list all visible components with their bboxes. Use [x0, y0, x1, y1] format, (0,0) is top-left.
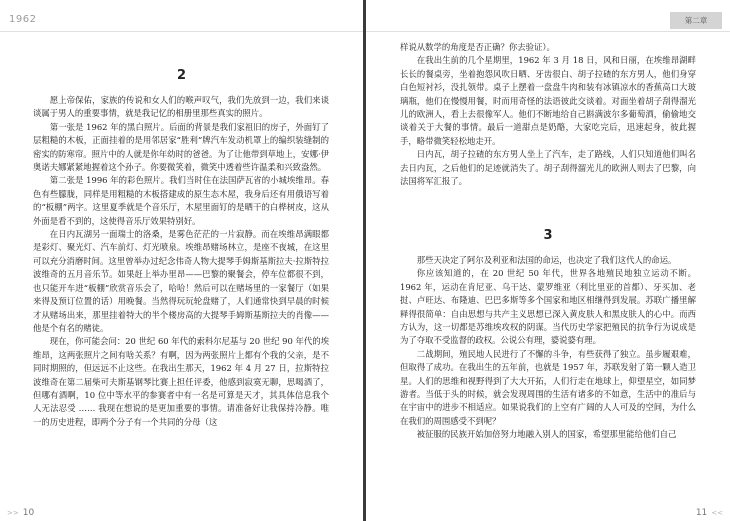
body-text-bottom — [400, 254, 696, 442]
chapter-number: 2 — [176, 68, 187, 83]
page-number: 11 << — [695, 508, 723, 518]
paragraph: 你应该知道的，在 20 世纪 50 年代，世界各地殖民地独立运动不断。1962 年，运动在肯尼亚、乌干达、蒙罗维亚（利比里亚的首都）、牙买加、老挝、卢旺达、布隆迪、巴巴多斯等多个国家和地区相继得到发展。苏联广播里解释得很简单：自由思想与共产主义思想已深入黄皮肤人和黑皮肤人的心中。而西方认为，这一切都是苏维埃攻权的阴谋。当代历史学家把殖民的抗争行为说成是为了夺取不受监督的政权。公说公有理，婆说婆有理。 — [400, 268, 696, 346]
paragraph: 愿上帝保佑，家族的传说和女人们的喉声叹气，我们先放到一边，我们来谈谈属于男人的重要事情，就是我记忆的相册里那些真实的照片。 — [33, 95, 329, 119]
paragraph: 日内瓦，胡子拉碴的东方男人坐上了汽车，走了路线，人们只知道他们叫名去日内瓦，之后他们的足迹就消失了。胡子刮得溜光儿的欧洲人则去了巴黎，向法国将军汇报了。 — [400, 149, 696, 187]
paragraph: 二战期间，殖民地人民进行了不懈的斗争，有些获得了独立。虽步履艰难，但取得了成功。在我出生的五年前，也就是 1957 年，苏联发射了第一颗人造卫星。人们的思维和视野得到了大大开拓，人们行走在地球上，仰望星空，如同梦游者。当低于头的时候，就会发现周围的生活有诸多的不如意，生活中的准后与在宇宙中的进步不相适应。如果说我们的上空有广阔的人人可及的空间，为什么在我们的周围感受不到呢？ — [400, 348, 696, 426]
page-number: >> 10 — [7, 508, 35, 518]
running-head: 1962 — [9, 14, 37, 25]
paragraph: 被征服的民族开始加倍努力地融入别人的国家，希望那里能给他们自己 — [416, 429, 677, 440]
prev-page-arrow[interactable]: << — [711, 509, 723, 517]
header-rule — [366, 31, 730, 32]
left-page — [0, 0, 363, 521]
paragraph: 在日内瓦湖另一面瑞士的洛桑，是雾色茫茫的一片寂静。而在埃维昂满眼都是彩灯、聚光灯、汽车前灯、灯光喷泉。埃维昂赌场林立，是座不夜城，在这里可以充分消磨时间。这里曾举办过纪念伟奇人物大提琴手姆斯基斯拉夫·拉斯特拉波维奇的五月音乐节。如果赶上举办里昂——巴黎的聚餐会，停车位都很不到，也只能开车进“板棚”欣赏音乐会了，哈哈！然后可以在赌场里的一家餐厅（如果来得及预订位置的话）用晚餐。当然得玩玩轮盘赌了，人们通常快到早晨的时候才从赌场出来，那里挂着特大的半个楼房高的大提琴手姆斯基斯拉夫的肖像——他是个有名的赌徒。 — [33, 229, 329, 333]
next-page-arrow[interactable]: >> — [7, 509, 19, 517]
paragraph: 现在，你可能会问：20 世纪 60 年代的索科尔尼基与 20 世纪 90 年代的埃维昂，这两张照片之间有啥关系？有啊，因为两张照片上都有个我的父亲，是不同时期照的，但远远不止这些。在我出生那天，1962 年 4 月 27 日，拉斯特拉波维奇在第二届柴可夫斯基钢琴比赛上担任评委，他感到寂寞无聊，思喝酒了，但哪有酒啊，10 位中等水平的参赛者中有一名是可算是天才，其具体信息我个人无法忍受 …… 我现在想说的是更加重要的事情。请准备好让我保持冷静。唯一的历史进程，即两个分子有一个共同的分母（这 — [33, 336, 329, 427]
chapter-number: 3 — [543, 228, 553, 243]
header-rule — [0, 31, 363, 32]
paragraph: 第一张是 1962 年的黑白照片。后面的背景是我们家祖旧的房子，外面钉了层粗糙的木板，正面挂着的是用邻居家“胜利”牌汽车发动机罩上的编织装缝制的密实的防寒帘。照片中的人就是你年幼时的爸爸。为了让他带到草地上，安娜·伊奥诺夫娜紧紧地握着这个孙子。你要微笑着，微笑中透着些许温柔和兴致盎然。 — [33, 121, 329, 173]
chapter-tab: 第二章 — [670, 12, 722, 29]
paragraph: 那些天决定了阿尔及利亚和法国的命运，也决定了我们这代人的命运。 — [416, 255, 677, 265]
paragraph: 在我出生前的几个星期里，1962 年 3 月 18 日，风和日丽，在埃维昂湖畔长长的餐桌旁，坐着抱怨风吹日晒、牙齿很白、胡子拉碴的东方男人，他们身穿白色短衬衫，没扎领带。桌子上摆着一盘盘牛肉和装有冰镇凉水的香蕉高口大玻璃瓶，他们在慢慢用餐，时而用奇怪的法语彼此交谈着。对面坐着胡子刮得溜光儿的欧洲人，看上去很像军人。他们不断地给自己斟满波尔多葡萄酒，偷偷地交谈着关于大餐的事情。最后一道甜点是奶酪，大家吃完后，迅速起身，彼此握手，略带微笑轻松地走开。 — [400, 55, 696, 146]
right-page — [366, 0, 730, 521]
body-text-top — [400, 41, 696, 188]
body-text — [33, 94, 329, 429]
paragraph: 第二张是 1996 年的彩色照片。我们当时住在法国萨瓦省的小城埃维昂。春色有些朦胧，同样是用粗糙的木板搭建成的原生态木屋，我身后还有用俄语写着的“板棚”两字。这里夏季就是个音乐厅，木屋里面钉的是晒干的白桦树皮，这从外面是看不到的，这使得音乐厅效果特别好。 — [33, 175, 329, 226]
paragraph-continuation: 样说从数学的角度是否正确？你去验证）。 — [400, 42, 555, 52]
